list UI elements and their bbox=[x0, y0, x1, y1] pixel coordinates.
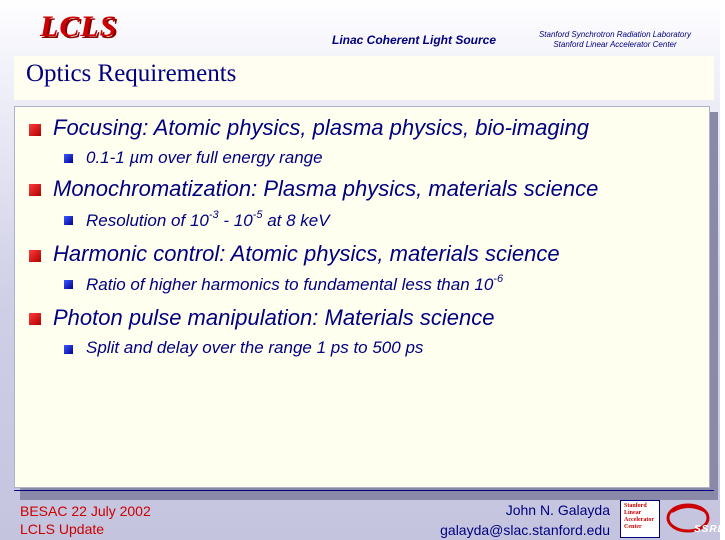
resolution-exp1: -3 bbox=[208, 209, 219, 221]
bullet-photon-pulse: Photon pulse manipulation: Materials science bbox=[53, 305, 495, 330]
red-square-bullet-icon bbox=[29, 184, 41, 196]
bullet-harmonic-control: Harmonic control: Atomic physics, materials science bbox=[53, 241, 560, 266]
red-square-bullet-icon bbox=[29, 313, 41, 325]
bullet-focusing: Focusing: Atomic physics, plasma physics, bio-imaging bbox=[53, 115, 589, 140]
footer-author bbox=[430, 500, 610, 540]
ssrl-label: SSRL bbox=[694, 524, 725, 535]
resolution-suffix: at 8 keV bbox=[262, 211, 330, 230]
ratio-prefix: Ratio of higher harmonics to fundamental less than 10 bbox=[86, 275, 494, 294]
lcls-logo: LCLS bbox=[40, 10, 118, 43]
footer-event-title: LCLS Update bbox=[20, 521, 105, 537]
footer-divider bbox=[14, 490, 714, 491]
sub-bullet-harmonics-ratio bbox=[86, 273, 503, 295]
slide-title: Optics Requirements bbox=[26, 60, 237, 87]
author-name: John N. Galayda bbox=[505, 502, 610, 518]
resolution-prefix: Resolution of 10 bbox=[86, 211, 209, 230]
sub-bullet-focusing: 0.1-1 µm over full energy range bbox=[86, 148, 323, 167]
blue-square-bullet-icon bbox=[64, 345, 73, 354]
sub-bullet-split-delay: Split and delay over the range 1 ps to 500 ps bbox=[86, 338, 424, 357]
author-email[interactable]: galayda@slac.stanford.edu bbox=[440, 522, 610, 538]
lab-name-line2: Stanford Linear Accelerator Center bbox=[553, 40, 677, 49]
sub-bullet-resolution bbox=[86, 209, 330, 231]
slac-line1: Stanford bbox=[624, 503, 647, 509]
blue-square-bullet-icon bbox=[64, 216, 73, 225]
footer-event-date: BESAC 22 July 2002 bbox=[20, 503, 151, 519]
lab-name-line1: Stanford Synchrotron Radiation Laboratory bbox=[538, 30, 692, 39]
slac-logo-box bbox=[620, 500, 660, 538]
slac-line3: Accelerator bbox=[624, 517, 654, 523]
blue-square-bullet-icon bbox=[64, 154, 73, 163]
red-square-bullet-icon bbox=[29, 250, 41, 262]
resolution-exp2: -5 bbox=[252, 209, 263, 221]
resolution-mid: - 10 bbox=[218, 211, 253, 230]
header-tagline: Linac Coherent Light Source bbox=[332, 33, 497, 47]
blue-square-bullet-icon bbox=[64, 280, 73, 289]
ssrl-logo bbox=[620, 500, 725, 538]
lab-name bbox=[520, 30, 710, 50]
ratio-exp: -6 bbox=[493, 273, 504, 285]
bullet-monochromatization: Monochromatization: Plasma physics, materials science bbox=[53, 176, 599, 201]
footer-event bbox=[20, 502, 151, 538]
slac-line4: Center bbox=[624, 524, 642, 530]
slac-line2: Linear bbox=[624, 510, 642, 516]
red-square-bullet-icon bbox=[29, 124, 41, 136]
